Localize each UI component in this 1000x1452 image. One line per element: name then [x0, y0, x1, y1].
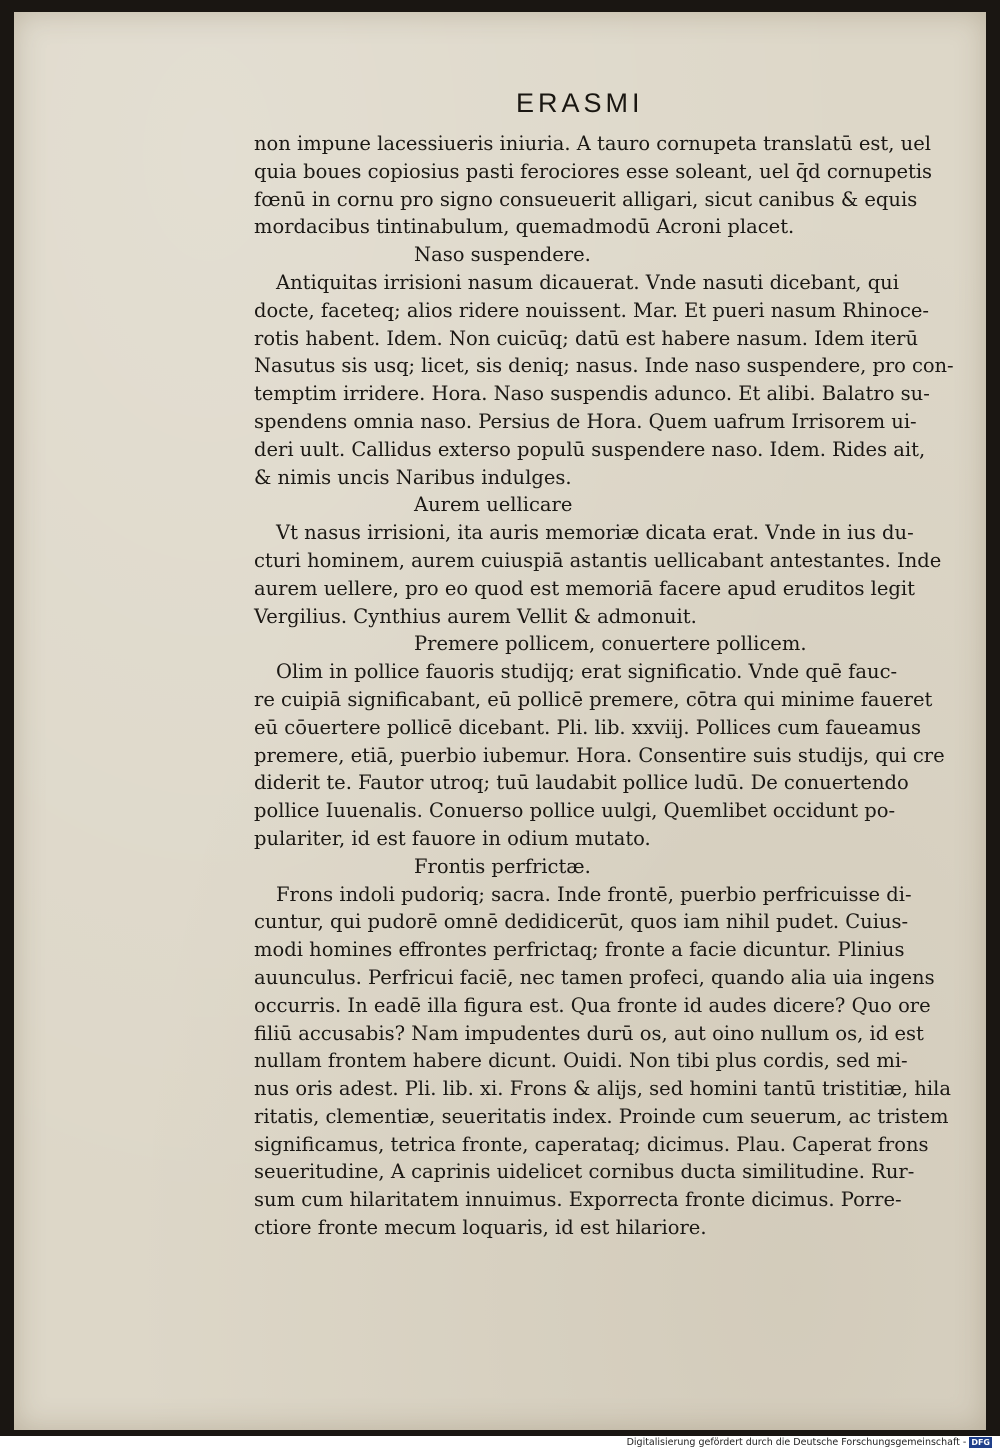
text-line: Vergilius. Cynthius aurem Vellit & admonuit.: [254, 604, 697, 628]
text-line: rotis habent. Idem. Non cuicūq; datū est habere nasum. Idem iterū: [254, 326, 919, 350]
text-line: quia boues copiosius pasti ferociores esse soleant, uel q̄d cornupetis: [254, 159, 933, 183]
text-line: significamus, tetrica fronte, caperataq; dicimus. Plau. Caperat frons: [254, 1132, 929, 1156]
text-line: ctiore fronte mecum loquaris, id est hilariore.: [254, 1216, 707, 1240]
text-line: Antiquitas irrisioni nasum dicauerat. Vnde nasuti dicebant, qui: [276, 270, 899, 294]
text-line: Vt nasus irrisioni, ita auris memoriæ dicata erat. Vnde in ius du-: [276, 521, 914, 545]
text-line: auunculus. Perfricui faciē, nec tamen profeci, quando alia uia ingens: [254, 965, 935, 989]
credit-text: Digitalisierung gefördert durch die Deutsche Forschungsgemeinschaft -: [626, 1437, 967, 1448]
text-line: mordacibus tintinabulum, quemadmodū Acroni placet.: [254, 215, 795, 239]
text-line: cuntur, qui pudorē omnē dedidicerūt, quos iam nihil pudet. Cuius-: [254, 910, 909, 934]
section-heading: Premere pollicem, conuertere pollicem.: [414, 632, 807, 656]
text-line: pollice Iuuenalis. Conuerso pollice uulgi, Quemlibet occidunt po-: [254, 799, 896, 823]
section-heading: Naso suspendere.: [414, 243, 591, 267]
book-page: [14, 12, 986, 1430]
section-heading: Frontis perfrictæ.: [414, 854, 591, 878]
section-heading: Aurem uellicare: [414, 493, 573, 517]
text-line: filiū accusabis? Nam impudentes durū os, aut oino nullum os, id est: [254, 1021, 924, 1045]
text-line: docte, faceteq; alios ridere nouissent. Mar. Et pueri nasum Rhinoce-: [254, 298, 930, 322]
text-line: eū cōuertere pollicē dicebant. Pli. lib. xxviij. Pollices cum faueamus: [254, 715, 921, 739]
text-line: sum cum hilaritatem innuimus. Exporrecta fronte dicimus. Porre-: [254, 1188, 902, 1212]
text-line: cturi hominem, aurem cuiuspiā astantis uellicabant antestantes. Inde: [254, 548, 942, 572]
text-line: ritatis, clementiæ, seueritatis index. Proinde cum seuerum, ac tristem: [254, 1104, 949, 1128]
text-line: pulariter, id est fauore in odium mutato.: [254, 826, 651, 850]
text-line: nus oris adest. Pli. lib. xi. Frons & alijs, sed homini tantū tristitiæ, hila: [254, 1077, 951, 1101]
text-line: spendens omnia naso. Persius de Hora. Quem uafrum Irrisorem ui-: [254, 409, 917, 433]
text-block: [254, 130, 954, 1242]
digitization-credit: [627, 1437, 992, 1448]
text-line: Frons indoli pudoriq; sacra. Inde frontē, puerbio perfricuisse di-: [276, 882, 912, 906]
text-line: diderit te. Fautor utroq; tuū laudabit pollice ludū. De conuertendo: [254, 771, 909, 795]
text-line: re cuipiā significabant, eū pollicē premere, cōtra qui minime faueret: [254, 687, 933, 711]
text-line: fœnū in cornu pro signo consueuerit alligari, sicut canibus & equis: [254, 187, 918, 211]
running-head: ERASMI: [516, 88, 644, 118]
text-line: temptim irridere. Hora. Naso suspendis adunco. Et alibi. Balatro su-: [254, 382, 930, 406]
dfg-logo: DFG: [971, 1438, 990, 1447]
text-line: deri uult. Callidus exterso populū suspendere naso. Idem. Rides ait,: [254, 437, 926, 461]
text-line: non impune lacessiueris iniuria. A tauro cornupeta translatū est, uel: [254, 132, 931, 155]
text-line: Olim in pollice fauoris studijq; erat significatio. Vnde quē fauc-: [276, 660, 898, 684]
text-line: modi homines effrontes perfrictaq; fronte a facie dicuntur. Plinius: [254, 938, 905, 962]
text-line: & nimis uncis Naribus indulges.: [254, 465, 572, 489]
text-line: occurris. In eadē illa figura est. Qua fronte id audes dicere? Quo ore: [254, 993, 931, 1017]
text-line: premere, etiā, puerbio iubemur. Hora. Consentire suis studijs, qui cre: [254, 743, 945, 767]
text-line: nullam frontem habere dicunt. Ouidi. Non tibi plus cordis, sed mi-: [254, 1049, 908, 1073]
text-line: seueritudine, A caprinis uidelicet cornibus ducta similitudine. Rur-: [254, 1160, 915, 1184]
text-line: aurem uellere, pro eo quod est memoriā facere apud eruditos legit: [254, 576, 915, 600]
text-line: Nasutus sis usq; licet, sis deniq; nasus. Inde naso suspendere, pro con-: [254, 354, 954, 378]
